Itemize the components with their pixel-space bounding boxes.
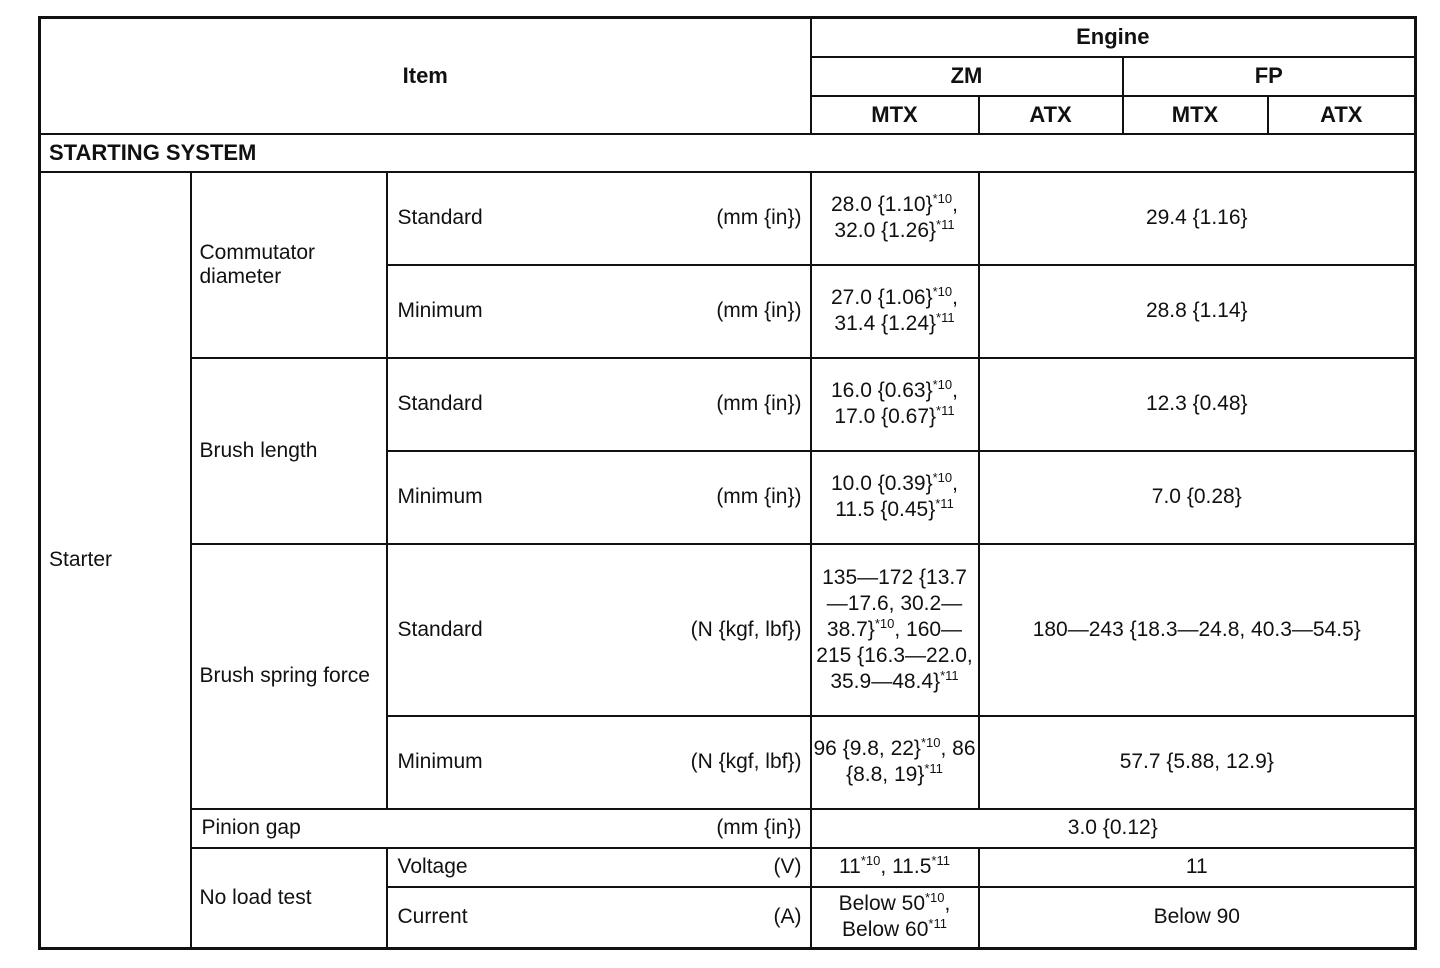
item-current — [387, 887, 811, 949]
header-engine: Engine — [811, 18, 1416, 57]
value-zm-spring-standard: 135—172 {13.7—17.6, 30.2—38.7}$^{*10}$, 160—215 {16.3—22.0, 35.9—48.4}$^{*11}$ — [811, 544, 979, 716]
group-brush-spring: Brush spring force — [191, 544, 387, 809]
header-zm-mtx: MTX — [811, 96, 979, 134]
group-commutator: Commutator diameter — [191, 172, 387, 358]
item-standard — [387, 172, 811, 265]
label-minimum: Minimum — [397, 485, 483, 508]
table-row — [40, 358, 1416, 451]
unit-n-kgf-lbf: (N {kgf, lbf}) — [690, 617, 802, 641]
group-pinion-gap: Pinion gap — [201, 816, 301, 839]
section-title: STARTING SYSTEM — [40, 134, 1416, 172]
header-fp-mtx: MTX — [1123, 96, 1268, 134]
value-fp-spring-standard: 180—243 {18.3—24.8, 40.3—54.5} — [979, 544, 1416, 716]
group-no-load-test: No load test — [191, 848, 387, 949]
value-fp-current: Below 90 — [979, 887, 1416, 949]
group-brush-length: Brush length — [191, 358, 387, 544]
label-minimum: Minimum — [397, 299, 483, 322]
item-minimum — [387, 451, 811, 544]
value-zm-voltage: 11$^{*10}$, 11.5$^{*11}$ — [811, 848, 979, 887]
item-minimum — [387, 716, 811, 809]
unit-mm-in: (mm {in}) — [716, 392, 802, 415]
value-zm-spring-minimum: 96 {9.8, 22}$^{*10}$, 86 {8.8, 19}$^{*11}$ — [811, 716, 979, 809]
label-voltage: Voltage — [397, 855, 468, 878]
table-row — [40, 544, 1416, 716]
header-zm-atx: ATX — [979, 96, 1123, 134]
table-row — [40, 809, 1416, 848]
value-pinion-gap: 3.0 {0.12} — [811, 809, 1416, 848]
item-pinion-gap — [191, 809, 811, 848]
header-zm: ZM — [811, 57, 1123, 96]
value-zm-current: Below 50$^{*10}$, Below 60$^{*11}$ — [811, 887, 979, 949]
unit-mm-in: (mm {in}) — [716, 299, 802, 322]
item-voltage — [387, 848, 811, 887]
item-standard — [387, 544, 811, 716]
label-minimum: Minimum — [397, 750, 483, 773]
header-fp: FP — [1123, 57, 1416, 96]
header-item: Item — [40, 18, 811, 134]
value-fp-brush-minimum: 7.0 {0.28} — [979, 451, 1416, 544]
label-standard: Standard — [397, 617, 483, 641]
table-row — [40, 848, 1416, 887]
value-fp-commutator-standard: 29.4 {1.16} — [979, 172, 1416, 265]
label-standard: Standard — [397, 392, 483, 415]
unit-v: (V) — [773, 855, 802, 878]
component-starter: Starter — [40, 172, 191, 949]
unit-n-kgf-lbf: (N {kgf, lbf}) — [690, 750, 802, 773]
header-fp-atx: ATX — [1268, 96, 1416, 134]
value-fp-spring-minimum: 57.7 {5.88, 12.9} — [979, 716, 1416, 809]
label-standard: Standard — [397, 206, 483, 229]
unit-a: (A) — [773, 905, 802, 929]
spec-table — [38, 16, 1417, 950]
unit-mm-in: (mm {in}) — [716, 816, 802, 839]
value-zm-commutator-standard: 28.0 $\{1.10\}^{*10}$, 32.0 $\{1.26\}^{*11}$ — [811, 172, 979, 265]
item-minimum — [387, 265, 811, 358]
unit-mm-in: (mm {in}) — [716, 485, 802, 508]
value-zm-commutator-minimum: 27.0 $\{1.06\}^{*10}$, 31.4 $\{1.24\}^{*11}$ — [811, 265, 979, 358]
value-zm-brush-minimum: 10.0 $\{0.39\}^{*10}$, 11.5 $\{0.45\}^{*11}$ — [811, 451, 979, 544]
value-fp-commutator-minimum: 28.8 {1.14} — [979, 265, 1416, 358]
value-fp-voltage: 11 — [979, 848, 1416, 887]
value-fp-brush-standard: 12.3 {0.48} — [979, 358, 1416, 451]
table-row — [40, 172, 1416, 265]
unit-mm-in: (mm {in}) — [716, 206, 802, 229]
item-standard — [387, 358, 811, 451]
value-zm-brush-standard: 16.0 $\{0.63\}^{*10}$, 17.0 $\{0.67\}^{*11}$ — [811, 358, 979, 451]
label-current: Current — [397, 905, 468, 929]
